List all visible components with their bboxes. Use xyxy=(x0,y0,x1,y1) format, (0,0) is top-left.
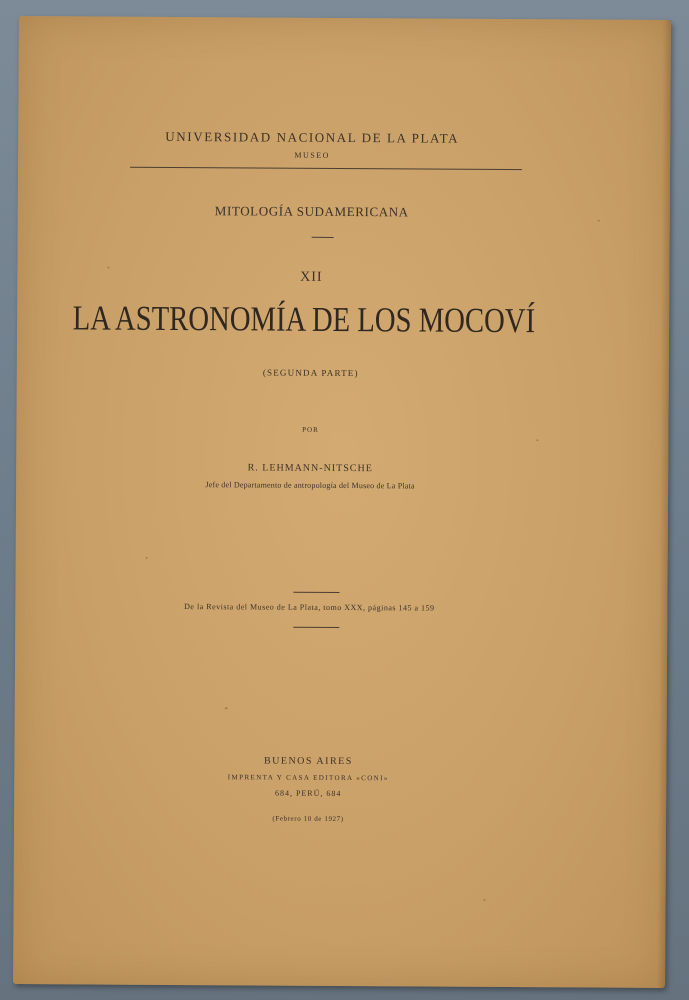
paper-speck xyxy=(484,899,486,901)
header-divider xyxy=(130,167,522,170)
imprint-address: 684, PERÚ, 684 xyxy=(274,788,342,799)
paper-speck xyxy=(225,707,228,709)
paper-speck xyxy=(107,267,109,269)
series-divider xyxy=(312,237,334,238)
imprint-city: BUENOS AIRES xyxy=(263,755,353,768)
main-title: LA ASTRONOMÍA DE LOS MOCOVÍ xyxy=(72,298,536,341)
imprint-date: (Febrero 10 de 1927) xyxy=(272,814,344,824)
author-name: R. LEHMANN-NITSCHE xyxy=(247,462,373,475)
imprint-publisher: IMPRENTA Y CASA EDITORA «CONI» xyxy=(227,773,389,783)
source-divider-bottom xyxy=(293,627,339,628)
pamphlet-cover xyxy=(13,16,671,988)
author-position: Jefe del Departamento de antropología del Museo de La Plata xyxy=(205,480,415,491)
paper-speck xyxy=(598,220,600,222)
title-part: (SEGUNDA PARTE) xyxy=(262,367,359,379)
institution-name: UNIVERSIDAD NACIONAL DE LA PLATA xyxy=(165,128,460,146)
by-label: POR xyxy=(302,425,319,434)
paper-speck xyxy=(536,439,538,441)
source-divider-top xyxy=(293,592,339,593)
series-number: XII xyxy=(300,269,323,285)
source-reference: De la Revista del Museo de La Plata, tomo XXX, páginas 145 a 159 xyxy=(184,602,435,613)
paper-speck xyxy=(146,557,148,559)
department-name: MUSEO xyxy=(294,150,330,160)
series-name: MITOLOGÍA SUDAMERICANA xyxy=(214,203,409,220)
